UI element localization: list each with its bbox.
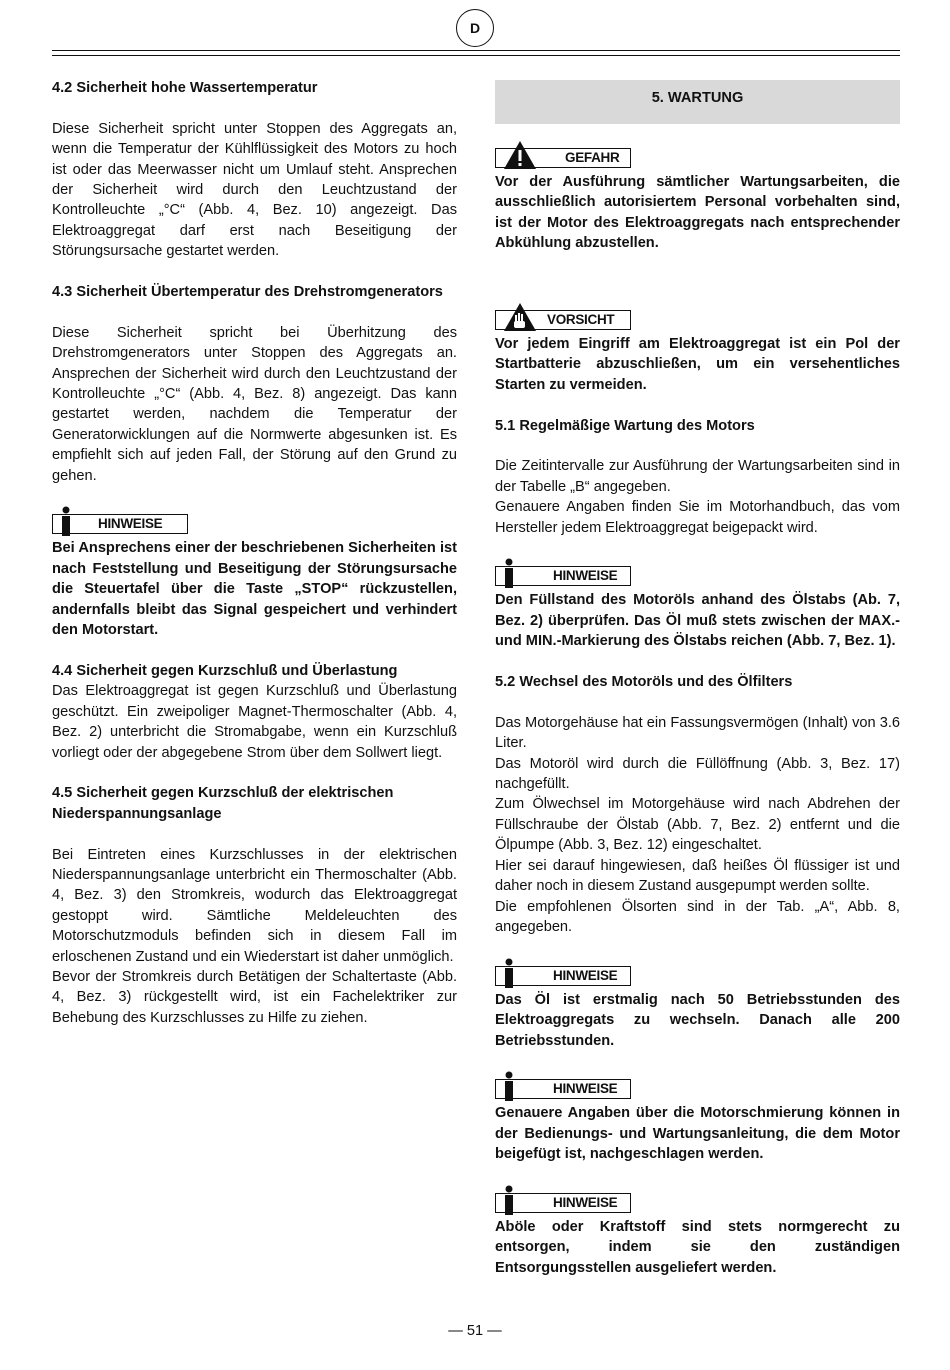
note-5-text: Aböle oder Kraftstoff sind stets normgerecht zu entsorgen, indem sie den zuständigen Entsorgungsstellen ausgeliefert werden. xyxy=(495,1218,900,1276)
warning-triangle-icon xyxy=(503,140,537,170)
danger-text: Vor der Ausführung sämtlicher Wartungsarbeiten, die ausschließlich autorisiertem Personal vorbehalten sind, ist der Motor des Elektroaggregats nach entsprechender Abkühlung abzustellen. xyxy=(495,174,900,252)
info-icon xyxy=(501,958,517,988)
info-icon xyxy=(501,558,517,588)
note-label-text: HINWEISE xyxy=(553,1194,618,1210)
section-5-2-heading: 5.2 Wechsel des Motoröls und des Ölfilters xyxy=(495,674,793,691)
note-3-text: Das Öl ist erstmalig nach 50 Betriebsstunden des Elektroaggregats zu wechseln. Danach alle 200 Betriebsstunden. xyxy=(495,991,900,1049)
section-5-2-text-4: Hier sei darauf hingewiesen, daß heißes Öl flüssiger ist und daher noch in diesem Zustand ausgepumpt werden sollte. xyxy=(495,857,900,895)
section-4-3-heading: 4.3 Sicherheit Übertemperatur des Drehstromgenerators xyxy=(52,284,443,301)
section-5-2-text-5: Die empfohlenen Ölsorten sind in der Tab. „A“, Abb. 8, angegeben. xyxy=(495,898,900,935)
section-4-4-heading: 4.4 Sicherheit gegen Kurzschluß und Überlastung xyxy=(52,662,398,679)
section-5-2-text-3: Zum Ölwechsel im Motorgehäuse wird nach Abdrehen der Füllschraube der Ölstab (Abb. 7, Bez. 2) entfernt und die Ölpumpe (Abb. 3, Bez. 12) eingeschaltet. xyxy=(495,796,900,854)
header-rule-secondary xyxy=(52,55,900,56)
note-label-text: HINWEISE xyxy=(553,967,618,983)
spacer xyxy=(495,274,900,302)
caution-label-text: VORSICHT xyxy=(547,312,615,328)
note-4-text: Genauere Angaben über die Motorschmierung können in der Bedienungs- und Wartungsanleitung, die dem Motor beigefügt ist, nachgeschlagen werden. xyxy=(495,1105,900,1163)
left-column xyxy=(52,78,457,1028)
section-4-4-text: Das Elektroaggregat ist gegen Kurzschluß und Überlastung geschützt. Ein zweipoliger Magnet-Thermoschalter (Abb. 4, Bez. 2) unterbricht die Stromabgabe, wenn ein Kurzschluß vorliegt oder der abgegebene Strom über dem Sollwert liegt. xyxy=(52,683,457,761)
note-1-text: Bei Ansprechens einer der beschriebenen Sicherheiten ist nach Feststellung und Beseitigung der Störungsursache die Steuertafel über die Taste „STOP“ rückzustellen, andernfalls bleibt das Signal gespeichert und verhindert den Motorstart. xyxy=(52,540,457,639)
section-5-1-text-1: Die Zeitintervalle zur Ausführung der Wartungsarbeiten sind in der Tabelle „B“ angegeben. xyxy=(495,458,900,495)
note-label-2 xyxy=(495,558,900,590)
section-5-1-text-2: Genauere Angaben finden Sie im Motorhandbuch, das vom Hersteller jedem Elektroaggregat beigepackt wird. xyxy=(495,499,900,536)
header-rule xyxy=(52,50,900,51)
hand-stop-icon xyxy=(503,302,537,332)
danger-label xyxy=(495,140,900,172)
section-5-2-text-1: Das Motorgehäuse hat ein Fassungsvermögen (Inhalt) von 3.6 Liter. xyxy=(495,714,900,752)
page-number: — 51 — xyxy=(448,1323,502,1339)
info-icon xyxy=(501,1185,517,1215)
section-5-heading: 5. WARTUNG xyxy=(495,80,900,124)
caution-label xyxy=(495,302,900,334)
section-5-1-heading: 5.1 Regelmäßige Wartung des Motors xyxy=(495,417,755,434)
info-icon xyxy=(58,506,74,536)
info-icon xyxy=(501,1071,517,1101)
section-5-2-text-2: Das Motoröl wird durch die Füllöffnung (Abb. 3, Bez. 17) nachgefüllt. xyxy=(495,755,900,793)
caution-text: Vor jedem Eingriff am Elektroaggregat ist ein Pol der Startbatterie abzuschließen, um ein versehentliches Starten zu vermeiden. xyxy=(495,336,900,393)
note-label-text: HINWEISE xyxy=(553,568,618,584)
section-4-3-text: Diese Sicherheit spricht bei Überhitzung des Drehstromgenerators unter Stoppen des Aggregats an. Ansprechen der Sicherheit wird durch den Leuchtzustand der Kontrolleuchte „°C“ (Abb. 4, Bez. 8) angezeigt. Das kann gestartet werden, nachdem die Temperatur der Generatorwicklungen auf die Normwerte abgesunken ist. Es empfiehlt sich auf jeden Fall, der Störung auf den Grund zu gehen. xyxy=(52,324,457,484)
section-4-5-text-2: Bevor der Stromkreis durch Betätigen der Schaltertaste (Abb. 4, Bez. 3) rückgestellt wird, ist ein Fachelektriker zur Behebung des Kurzschlusses zu Hilfe zu ziehen. xyxy=(52,968,457,1026)
section-4-5-text-1: Bei Eintreten eines Kurzschlusses in der elektrischen Niederspannungsanlage unterbricht ein Thermoschalter (Abb. 4, Bez. 3) den Stromkreis, wodurch das Elektroaggregat gestoppt wird. Sämtliche Meldeleuchten des Motorschutzmoduls befinden sich in diesem Fall im erloschenen Zustand und ein Wiederstart ist daher unmöglich. xyxy=(52,846,457,965)
right-column xyxy=(495,78,900,1278)
section-4-5-heading: 4.5 Sicherheit gegen Kurzschluß der elektrischen Niederspannungsanlage xyxy=(52,785,394,822)
note-2-text: Den Füllstand des Motoröls anhand des Ölstabs (Ab. 7, Bez. 2) überprüfen. Das Öl muß stets zwischen der MAX.- und MIN.-Markierung des Ölstabs reichen (Abb. 7, Bez. 1). xyxy=(495,592,900,650)
note-label-4 xyxy=(495,1071,900,1103)
note-label-3 xyxy=(495,958,900,990)
section-4-2-heading: 4.2 Sicherheit hohe Wassertemperatur xyxy=(52,80,318,96)
note-label-1 xyxy=(52,506,457,538)
language-badge: D xyxy=(456,9,494,47)
note-label-text: HINWEISE xyxy=(553,1081,618,1097)
note-label-text: HINWEISE xyxy=(98,516,163,532)
section-4-2-text: Diese Sicherheit spricht unter Stoppen des Aggregats an, wenn die Temperatur der Kühlflüssigkeit des Motors zu hoch ist oder das Meerwasser nicht um Umlauf steht. Ansprechen der Sicherheit wird durch den Leuchtzustand der Kontrolleuchte „°C“ (Abb. 4, Bez. 10) angezeigt. Das Elektroaggregat darf erst nach Beseitigung der Störungsursache gestartet werden. xyxy=(52,120,457,260)
danger-label-text: GEFAHR xyxy=(565,150,620,165)
note-label-5 xyxy=(495,1185,900,1217)
